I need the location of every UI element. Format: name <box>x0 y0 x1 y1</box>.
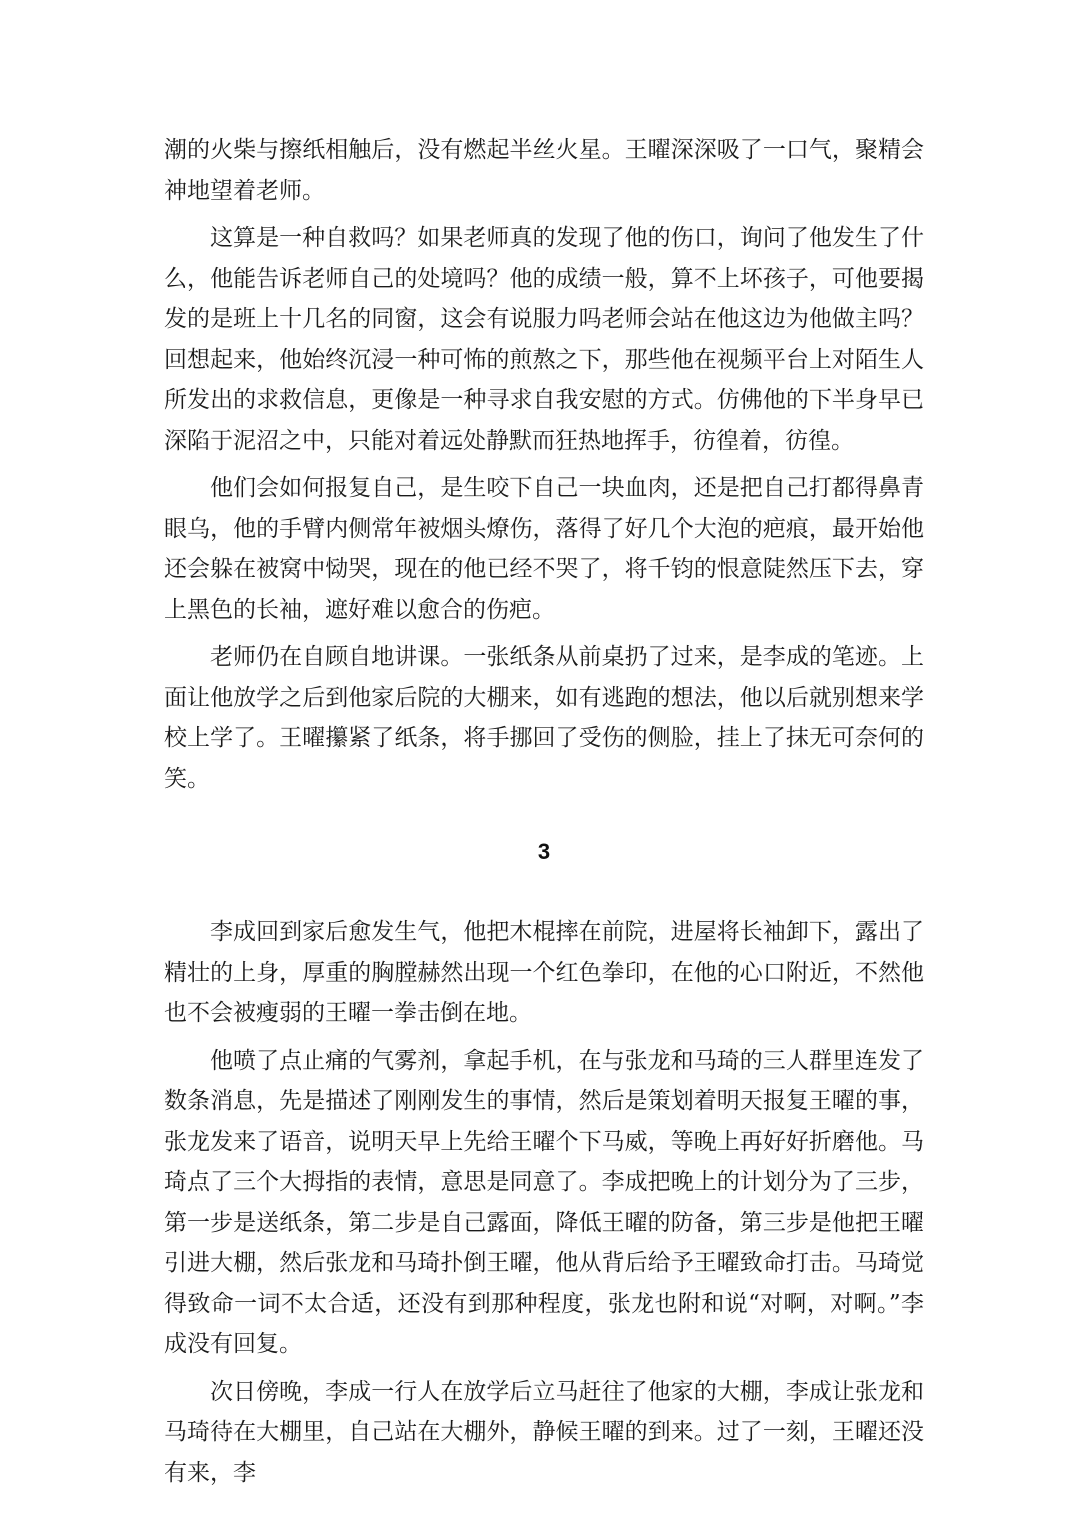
paragraph-self-rescue: 这算是一种自救吗？如果老师真的发现了他的伤口，询问了他发生了什么，他能告诉老师自己的处境吗？他的成绩一般，算不上坏孩子，可他要揭发的是班上十几名的同窗，这会有说服力吗老师会站在他这边为他做主吗？回想起来，他始终沉浸一种可怖的煎熬之下，那些他在视频平台上对陌生人所发出的求救信息，更像是一种寻求自我安慰的方式。仿佛他的下半身早已深陷于泥沼之中，只能对着远处静默而狂热地挥手，彷徨着，彷徨。 <box>164 225 924 454</box>
paragraph-next-evening: 次日傍晚，李成一行人在放学后立马赶往了他家的大棚，李成让张龙和马琦待在大棚里，自己站在大棚外，静候王曜的到来。过了一刻，王曜还没有来，李 <box>164 1378 924 1486</box>
paragraph-plan: 他喷了点止痛的气雾剂，拿起手机，在与张龙和马琦的三人群里连发了数条消息，先是描述了刚刚发生的事情，然后是策划着明天报复王曜的事，张龙发来了语音，说明天早上先给王曜个下马威，等晚上再好好折磨他。马琦点了三个大拇指的表情，意思是同意了。李成把晚上的计划分为了三步，第一步是送纸条，第二步是自己露面，降低王曜的防备，第三步是他把王曜引进大棚，然后张龙和马琦扑倒王曜，他从背后给予王曜致命打击。马琦觉得致命一词不太合适，还没有到那种程度，张龙也附和说“对啊，对啊。”李成没有回复。 <box>164 1047 924 1357</box>
section-number: 3 <box>537 839 551 864</box>
opening-paragraph: 潮的火柴与擦纸相触后，没有燃起半丝火星。王曜深深吸了一口气，聚精会神地望着老师。 <box>164 137 924 204</box>
document-page <box>164 130 924 1500</box>
paragraph-li-cheng-home: 李成回到家后愈发生气，他把木棍摔在前院，进屋将长袖卸下，露出了精壮的上身，厚重的胸膛赫然出现一个红色拳印，在他的心口附近，不然他也不会被瘦弱的王曜一拳击倒在地。 <box>164 919 924 1026</box>
paragraph-revenge: 他们会如何报复自己，是生咬下自己一块血肉，还是把自己打都得鼻青眼乌，他的手臂内侧常年被烟头燎伤，落得了好几个大泡的疤痕，最开始他还会躲在被窝中恸哭，现在的他已经不哭了，将千钧的恨意陡然压下去，穿上黑色的长袖，遮好难以愈合的伤疤。 <box>164 475 924 623</box>
paragraph-note: 老师仍在自顾自地讲课。一张纸条从前桌扔了过来，是李成的笔迹。上面让他放学之后到他家后院的大棚来，如有逃跑的想法，他以后就别想来学校上学了。王曜攥紧了纸条，将手挪回了受伤的侧脸，挂上了抹无可奈何的笑。 <box>164 644 924 792</box>
